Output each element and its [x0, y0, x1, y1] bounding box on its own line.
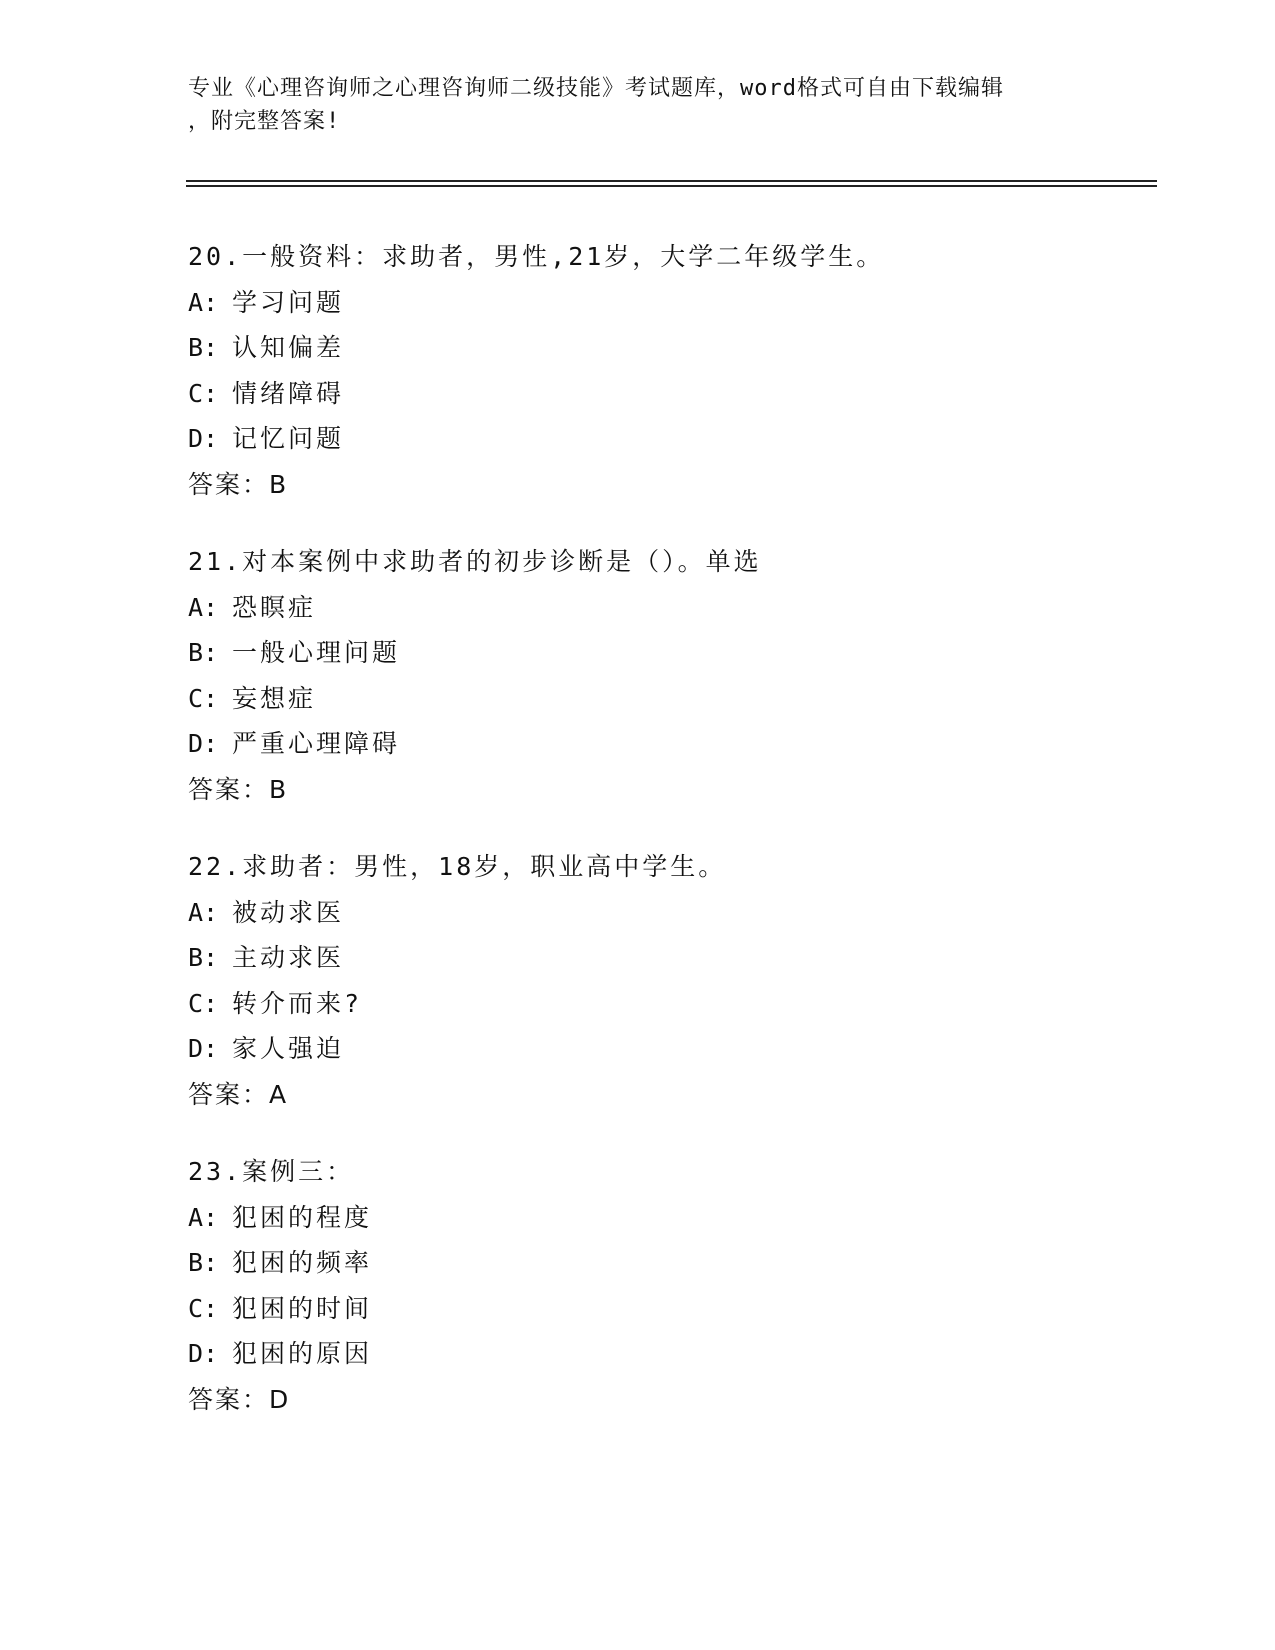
- answer-line: 答案：D: [188, 1384, 291, 1414]
- question-21: [188, 539, 1148, 812]
- answer-line: 答案：B: [188, 774, 289, 804]
- question-text: 22.求助者：男性，18岁，职业高中学生。: [188, 852, 727, 881]
- option-key: C:: [188, 683, 219, 713]
- option-text: 认知偏差: [232, 333, 345, 362]
- option-d: [188, 721, 1148, 767]
- document-header: [188, 72, 1088, 138]
- option-key: D:: [188, 1034, 219, 1063]
- option-a: [188, 890, 1148, 936]
- option-text: 主动求医: [232, 943, 345, 972]
- option-key: B:: [188, 638, 219, 667]
- question-text: 20.一般资料：求助者，男性,21岁，大学二年级学生。: [188, 242, 885, 271]
- option-key: A:: [188, 897, 219, 927]
- option-text: 转介而来?: [232, 988, 363, 1018]
- option-key: B:: [188, 943, 219, 972]
- option-text: 犯困的程度: [232, 1202, 373, 1232]
- option-c: [188, 676, 1148, 722]
- option-key: A:: [188, 592, 219, 622]
- header-divider-top: [186, 180, 1157, 182]
- option-text: 恐瞑症: [232, 592, 317, 622]
- option-key: D:: [188, 1339, 219, 1368]
- option-text: 严重心理障碍: [232, 729, 401, 758]
- question-text: 21.对本案例中求助者的初步诊断是（）。单选: [188, 547, 762, 576]
- option-text: 一般心理问题: [232, 638, 401, 667]
- option-b: [188, 935, 1148, 981]
- option-c: [188, 1286, 1148, 1332]
- header-divider-bottom: [186, 185, 1157, 187]
- answer-line: 答案：A: [188, 1079, 289, 1109]
- option-d: [188, 416, 1148, 462]
- answer-line: 答案：B: [188, 469, 289, 499]
- option-key: D:: [188, 729, 219, 758]
- option-text: 犯困的频率: [232, 1248, 373, 1277]
- question-text: 23.案例三：: [188, 1157, 355, 1186]
- option-key: B:: [188, 1248, 219, 1277]
- option-b: [188, 1240, 1148, 1286]
- question-22: [188, 844, 1148, 1117]
- option-a: [188, 1195, 1148, 1241]
- header-line-1: 专业《心理咨询师之心理咨询师二级技能》考试题库，word格式可自由下载编辑: [188, 76, 1004, 101]
- option-key: B:: [188, 333, 219, 362]
- option-text: 情绪障碍: [232, 378, 345, 408]
- option-text: 记忆问题: [232, 424, 345, 453]
- option-text: 被动求医: [232, 897, 345, 927]
- option-key: A:: [188, 1202, 219, 1232]
- option-text: 犯困的原因: [232, 1339, 373, 1368]
- question-20: [188, 234, 1148, 507]
- header-line-2: ，附完整答案!: [188, 109, 341, 134]
- option-key: D:: [188, 424, 219, 453]
- option-text: 学习问题: [232, 287, 345, 317]
- option-key: C:: [188, 378, 219, 408]
- option-text: 犯困的时间: [232, 1293, 373, 1323]
- option-d: [188, 1331, 1148, 1377]
- option-key: C:: [188, 1293, 219, 1323]
- option-b: [188, 630, 1148, 676]
- option-d: [188, 1026, 1148, 1072]
- option-key: A:: [188, 287, 219, 317]
- option-a: [188, 585, 1148, 631]
- option-c: [188, 981, 1148, 1027]
- question-23: [188, 1149, 1148, 1422]
- option-text: 妄想症: [232, 683, 317, 713]
- option-key: C:: [188, 988, 219, 1018]
- option-b: [188, 325, 1148, 371]
- option-c: [188, 371, 1148, 417]
- option-text: 家人强迫: [232, 1034, 345, 1063]
- option-a: [188, 280, 1148, 326]
- question-list: [188, 234, 1148, 1454]
